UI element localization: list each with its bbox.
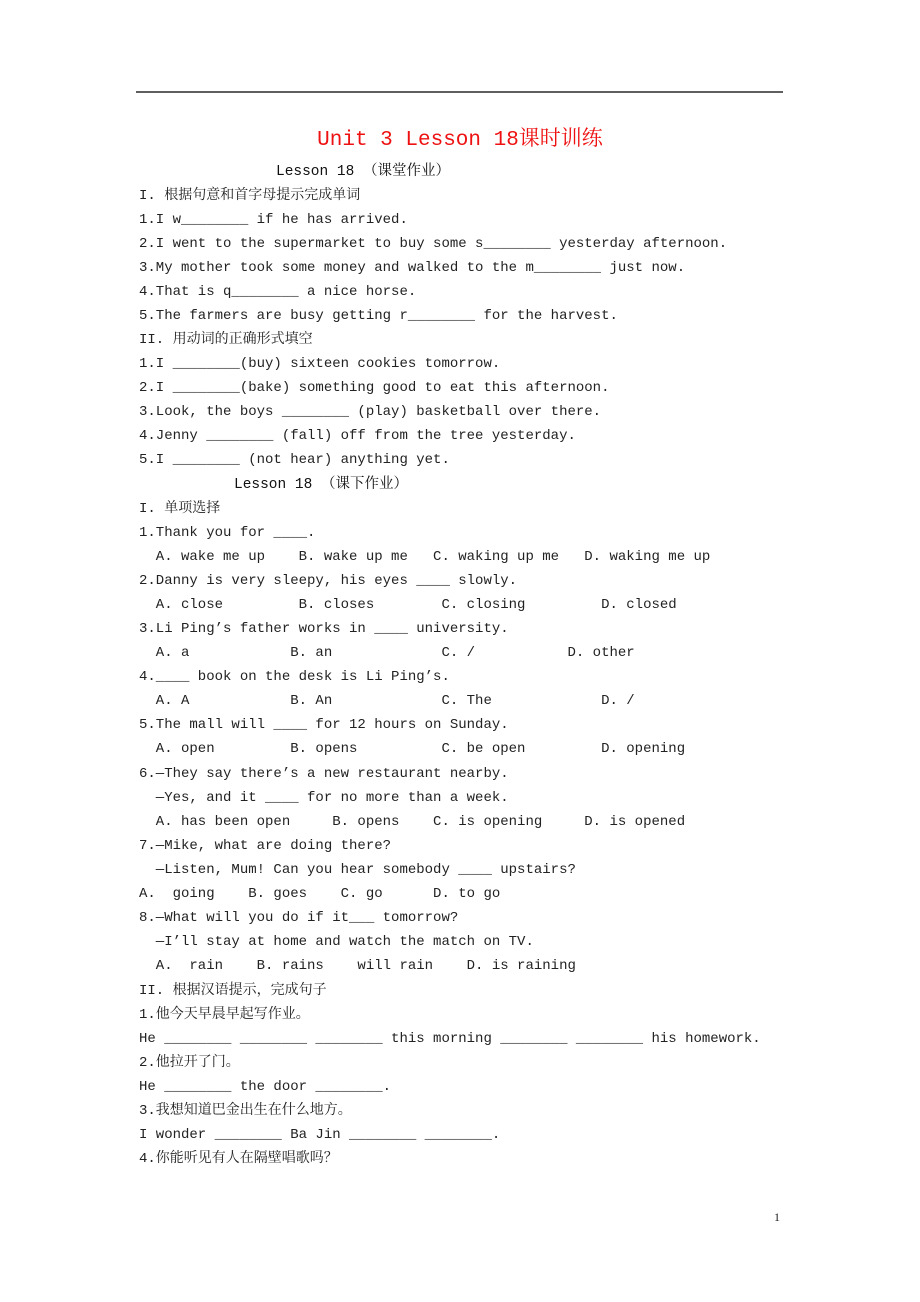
options-line: A. rain B. rains will rain D. is raining (139, 958, 576, 974)
answer-line: He ________ the door ________. (139, 1079, 392, 1095)
section-heading: II. 用动词的正确形式填空 (139, 332, 313, 348)
question-line: 2.I ________(bake) something good to eat this afternoon. (139, 380, 610, 396)
question-line: 5.The farmers are busy getting r________ for the harvest. (139, 308, 618, 324)
question-line: 1.Thank you for ____. (139, 525, 316, 541)
question-line: 4.____ book on the desk is Li Ping’s. (139, 669, 450, 685)
question-line: —I’ll stay at home and watch the match on TV. (139, 934, 534, 950)
question-line: —Yes, and it ____ for no more than a week. (139, 790, 509, 806)
question-line: 3.我想知道巴金出生在什么地方。 (139, 1103, 352, 1119)
question-line: 3.Look, the boys ________ (play) basketball over there. (139, 404, 602, 420)
question-line: 8.—What will you do if it___ tomorrow? (139, 910, 459, 926)
question-line: 3.My mother took some money and walked to the m________ just now. (139, 260, 686, 276)
answer-line: I wonder ________ Ba Jin ________ ________. (139, 1127, 501, 1143)
page-number: 1 (774, 1210, 780, 1224)
question-line: 2.Danny is very sleepy, his eyes ____ slowly. (139, 573, 518, 589)
question-line: 5.I ________ (not hear) anything yet. (139, 452, 450, 468)
options-line: A. has been open B. opens C. is opening D. is opened (139, 814, 686, 830)
question-line: 2.I went to the supermarket to buy some s________ yesterday afternoon. (139, 236, 728, 252)
question-line: 4.That is q________ a nice horse. (139, 284, 417, 300)
options-line: A. open B. opens C. be open D. opening (139, 741, 686, 757)
question-line: 7.—Mike, what are doing there? (139, 838, 392, 854)
options-line: A. going B. goes C. go D. to go (139, 886, 501, 902)
question-line: 3.Li Ping’s father works in ____ university. (139, 621, 509, 637)
question-line: 1.I w________ if he has arrived. (139, 212, 408, 228)
question-line: —Listen, Mum! Can you hear somebody ____ upstairs? (139, 862, 576, 878)
section-heading: I. 根据句意和首字母提示完成单词 (139, 188, 361, 204)
question-line: 2.他拉开了门。 (139, 1055, 240, 1071)
question-line: 4.你能听见有人在隔壁唱歌吗？ (139, 1151, 338, 1167)
document-title: Unit 3 Lesson 18课时训练 (317, 129, 603, 152)
options-line: A. a B. an C. / D. other (139, 645, 635, 661)
question-line: 6.—They say there’s a new restaurant nearby. (139, 766, 509, 782)
lesson-heading-classwork: Lesson 18 （课堂作业） (276, 164, 451, 180)
section-heading: II. 根据汉语提示，完成句子 (139, 983, 327, 999)
answer-line: He ________ ________ ________ this morning ________ ________ his homework. (139, 1031, 761, 1047)
section-heading: I. 单项选择 (139, 501, 221, 517)
question-line: 4.Jenny ________ (fall) off from the tree yesterday. (139, 428, 576, 444)
lesson-heading-homework: Lesson 18 （课下作业） (234, 477, 409, 493)
question-line: 1.I ________(buy) sixteen cookies tomorrow. (139, 356, 501, 372)
options-line: A. wake me up B. wake up me C. waking up me D. waking me up (139, 549, 711, 565)
question-line: 5.The mall will ____ for 12 hours on Sunday. (139, 717, 509, 733)
header-rule (136, 91, 783, 93)
options-line: A. close B. closes C. closing D. closed (139, 597, 677, 613)
question-line: 1.他今天早晨早起写作业。 (139, 1007, 310, 1023)
options-line: A. A B. An C. The D. / (139, 693, 635, 709)
